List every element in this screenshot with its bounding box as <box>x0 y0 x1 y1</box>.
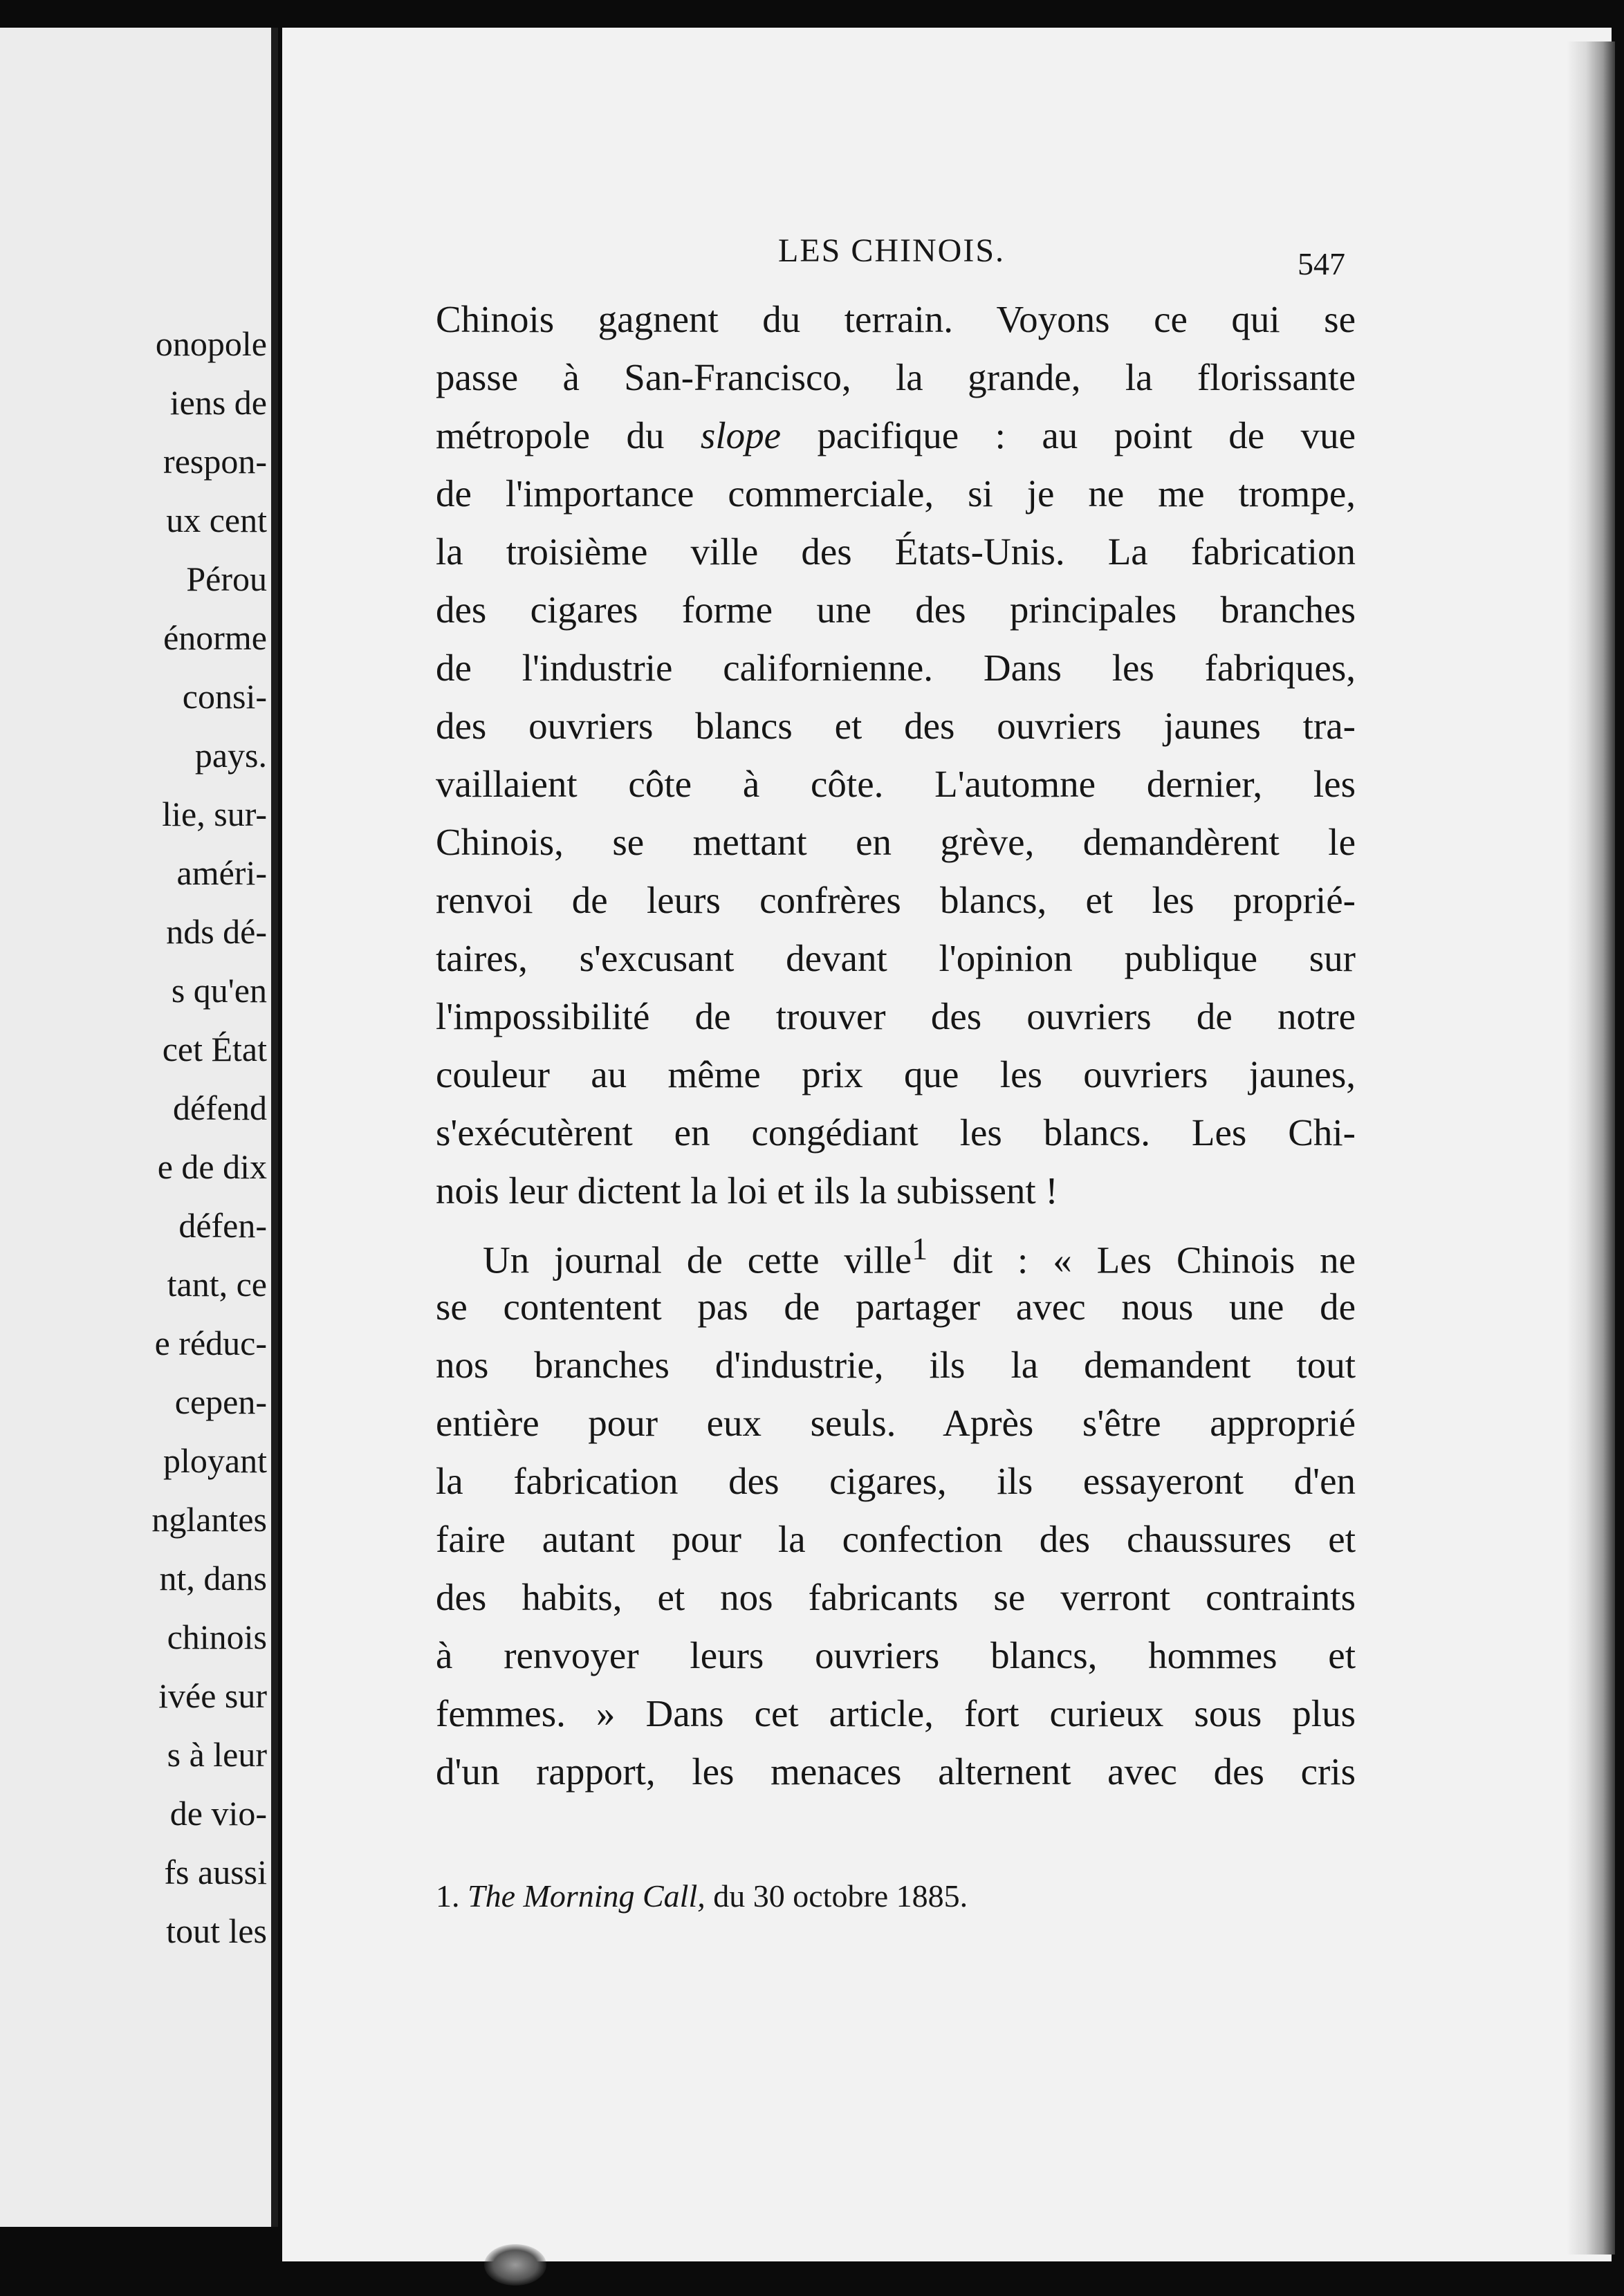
left-line: défend <box>172 1089 267 1127</box>
text-line: entière pour eux seuls. Après s'être approprié <box>436 1402 1356 1444</box>
left-line: ployant <box>163 1441 267 1480</box>
text-span: métropole du <box>436 414 701 456</box>
running-head: LES CHINOIS. <box>778 232 1006 269</box>
footnote <box>436 1878 1356 1914</box>
text-line: la troisième ville des États-Unis. La fabrication <box>436 530 1356 573</box>
left-line: fs aussi <box>164 1853 267 1891</box>
text-line: nos branches d'industrie, ils la demandent tout <box>436 1344 1356 1386</box>
body-text <box>436 290 1356 1801</box>
left-line: défen- <box>178 1206 267 1245</box>
left-line: chinois <box>167 1618 267 1656</box>
footnote-ref[interactable]: 1 <box>912 1231 928 1266</box>
text-line: la fabrication des cigares, ils essayeront d'en <box>436 1460 1356 1502</box>
text-line: se contentent pas de partager avec nous une de <box>436 1286 1356 1328</box>
left-line: ux cent <box>166 501 267 539</box>
text-line: des cigares forme une des principales branches <box>436 589 1356 631</box>
left-line: cet État <box>162 1030 267 1068</box>
left-line: Pérou <box>186 559 267 598</box>
text-line: Chinois, se mettant en grève, demandèrent le <box>436 821 1356 863</box>
left-line: tant, ce <box>167 1265 267 1304</box>
page-edge <box>1567 41 1615 2255</box>
left-line: lie, sur- <box>162 795 267 833</box>
left-line: s à leur <box>167 1735 267 1774</box>
left-line: énorme <box>163 618 267 657</box>
text-span: dit : « Les Chinois ne <box>928 1239 1356 1281</box>
left-line: ivée sur <box>158 1676 267 1715</box>
left-line: pays. <box>194 736 267 775</box>
text-line: passe à San-Francisco, la grande, la florissante <box>436 356 1356 398</box>
text-line: vaillaient côte à côte. L'automne dernier, les <box>436 763 1356 805</box>
text-line: de l'importance commerciale, si je ne me trompe, <box>436 472 1356 515</box>
text-line: taires, s'excusant devant l'opinion publique sur <box>436 937 1356 979</box>
left-line: nglantes <box>151 1500 267 1539</box>
left-line: iens de <box>169 383 267 422</box>
text-line: s'exécutèrent en congédiant les blancs. Les Chi- <box>436 1111 1356 1154</box>
text-line: l'impossibilité de trouver des ouvriers de notre <box>436 995 1356 1037</box>
text-line: nois leur dictent la loi et ils la subissent ! <box>436 1169 1058 1212</box>
left-line: nt, dans <box>159 1559 267 1598</box>
left-line: nds dé- <box>166 912 267 951</box>
text-line <box>436 1220 1356 1281</box>
text-line: couleur au même prix que les ouvriers jaunes, <box>436 1053 1356 1095</box>
text-line: des ouvriers blancs et des ouvriers jaunes tra- <box>436 705 1356 747</box>
left-line: onopole <box>155 324 267 363</box>
page-number: 547 <box>1298 246 1345 281</box>
left-page <box>0 28 278 2227</box>
footnote-text: du 30 octobre 1885. <box>705 1878 968 1914</box>
left-line: e réduc- <box>154 1324 267 1362</box>
text-line <box>436 407 1356 465</box>
footnote-number: 1. <box>436 1878 460 1914</box>
left-line: améri- <box>176 853 267 892</box>
left-line: consi- <box>182 677 267 716</box>
text-line: faire autant pour la confection des chaussures et <box>436 1518 1356 1560</box>
left-page-text <box>4 315 267 1961</box>
left-line: respon- <box>163 442 267 481</box>
ink-smudge <box>484 2244 546 2286</box>
italic-word: slope <box>700 414 782 456</box>
text-line: renvoi de leurs confrères blancs, et les proprié- <box>436 879 1356 921</box>
text-span: Un journal de cette ville <box>483 1239 912 1281</box>
text-line: à renvoyer leurs ouvriers blancs, hommes et <box>436 1634 1356 1676</box>
text-line: de l'industrie californienne. Dans les fabriques, <box>436 647 1356 689</box>
left-line: de vio- <box>169 1794 267 1833</box>
text-line: Chinois gagnent du terrain. Voyons ce qui se <box>436 298 1356 340</box>
left-line: s qu'en <box>171 971 267 1010</box>
text-line: femmes. » Dans cet article, fort curieux sous plus <box>436 1692 1356 1734</box>
left-line: cepen- <box>174 1382 267 1421</box>
left-line: tout les <box>166 1911 267 1950</box>
text-line: d'un rapport, les menaces alternent avec des cris <box>436 1750 1356 1793</box>
footnote-title: The Morning Call, <box>468 1878 705 1914</box>
text-span: pacifique : au point de vue <box>781 414 1356 456</box>
text-line: des habits, et nos fabricants se verront contraints <box>436 1576 1356 1618</box>
left-line: e de dix <box>157 1147 267 1186</box>
